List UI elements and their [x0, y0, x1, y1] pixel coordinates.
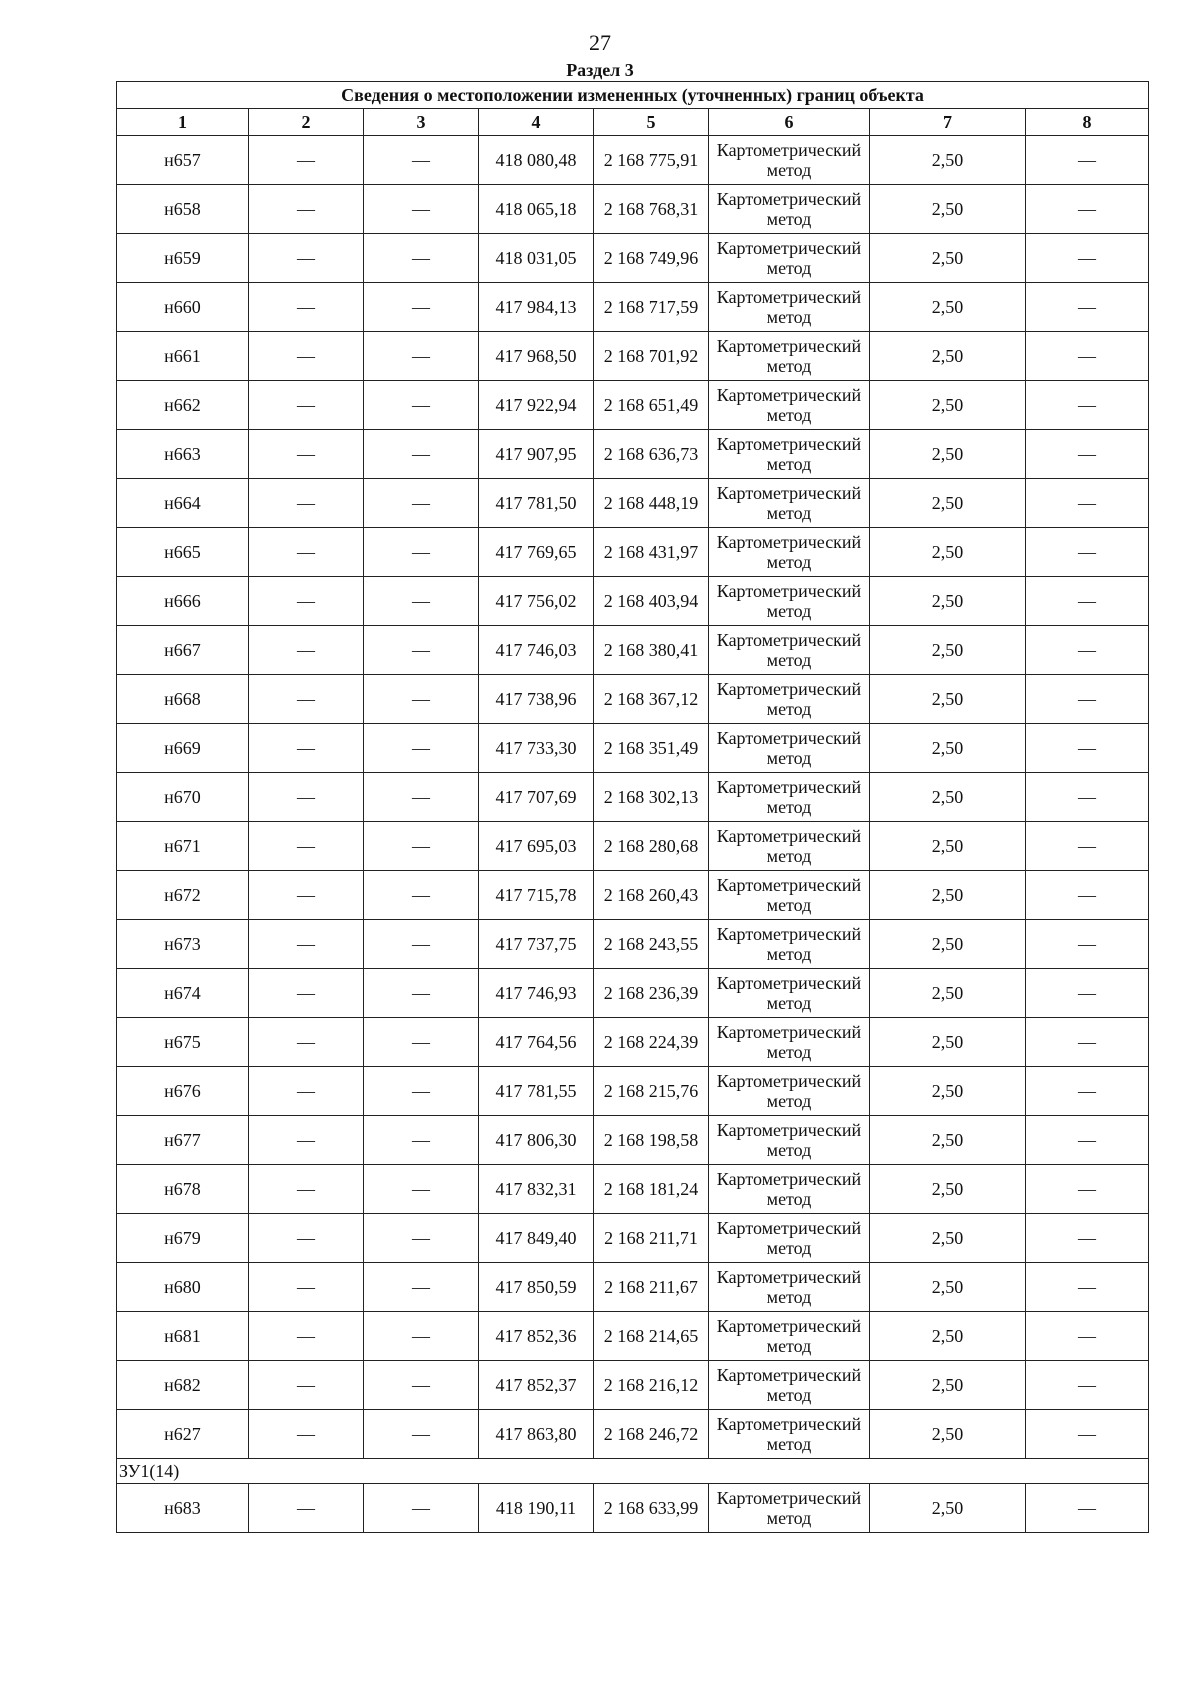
- table-cell: 2 168 768,31: [594, 185, 709, 234]
- table-cell: 2 168 211,67: [594, 1263, 709, 1312]
- table-cell: н681: [117, 1312, 249, 1361]
- table-cell: 417 852,37: [479, 1361, 594, 1410]
- table-cell: Картометрический метод: [709, 479, 870, 528]
- table-row: [117, 430, 1149, 479]
- group-label-row: [117, 1459, 1149, 1484]
- table-cell: Картометрический метод: [709, 920, 870, 969]
- table-cell: н666: [117, 577, 249, 626]
- table-cell: —: [364, 332, 479, 381]
- table-cell: н659: [117, 234, 249, 283]
- table-cell: —: [1026, 528, 1149, 577]
- table-cell: 2 168 749,96: [594, 234, 709, 283]
- table-cell: 2,50: [870, 675, 1026, 724]
- table-cell: Картометрический метод: [709, 136, 870, 185]
- table-cell: —: [1026, 283, 1149, 332]
- table-cell: Картометрический метод: [709, 381, 870, 430]
- table-cell: 2,50: [870, 283, 1026, 332]
- table-cell: н683: [117, 1484, 249, 1533]
- table-cell: 2,50: [870, 1214, 1026, 1263]
- column-header: 7: [870, 109, 1026, 136]
- table-row: [117, 283, 1149, 332]
- table-row: [117, 773, 1149, 822]
- table-cell: 2 168 367,12: [594, 675, 709, 724]
- table-cell: —: [249, 283, 364, 332]
- column-header: 6: [709, 109, 870, 136]
- table-cell: —: [249, 1361, 364, 1410]
- table-cell: —: [364, 1410, 479, 1459]
- table-cell: —: [364, 822, 479, 871]
- table-cell: —: [364, 724, 479, 773]
- table-cell: 417 764,56: [479, 1018, 594, 1067]
- table-cell: н671: [117, 822, 249, 871]
- table-cell: 417 832,31: [479, 1165, 594, 1214]
- table-cell: н669: [117, 724, 249, 773]
- table-cell: н660: [117, 283, 249, 332]
- table-cell: 2 168 181,24: [594, 1165, 709, 1214]
- table-cell: —: [1026, 626, 1149, 675]
- table-cell: —: [1026, 1067, 1149, 1116]
- table-cell: н676: [117, 1067, 249, 1116]
- table-cell: н675: [117, 1018, 249, 1067]
- table-cell: —: [364, 430, 479, 479]
- table-cell: 417 715,78: [479, 871, 594, 920]
- table-cell: Картометрический метод: [709, 283, 870, 332]
- table-cell: 2 168 243,55: [594, 920, 709, 969]
- column-header: 8: [1026, 109, 1149, 136]
- table-cell: 2 168 280,68: [594, 822, 709, 871]
- table-cell: —: [364, 1067, 479, 1116]
- table-cell: 417 756,02: [479, 577, 594, 626]
- table-cell: —: [249, 1067, 364, 1116]
- table-cell: 2 168 211,71: [594, 1214, 709, 1263]
- table-cell: 417 769,65: [479, 528, 594, 577]
- table-cell: —: [364, 577, 479, 626]
- table-cell: 2 168 403,94: [594, 577, 709, 626]
- table-cell: —: [1026, 1361, 1149, 1410]
- table-cell: —: [249, 1484, 364, 1533]
- group2-rows: [117, 1484, 1149, 1533]
- table-cell: 2,50: [870, 822, 1026, 871]
- table-cell: —: [364, 773, 479, 822]
- table-cell: 2 168 214,65: [594, 1312, 709, 1361]
- table-cell: —: [364, 675, 479, 724]
- table-cell: 2 168 198,58: [594, 1116, 709, 1165]
- table-cell: 417 863,80: [479, 1410, 594, 1459]
- page-number: 27: [589, 30, 611, 55]
- table-cell: Картометрический метод: [709, 1214, 870, 1263]
- table-cell: 2,50: [870, 724, 1026, 773]
- table-cell: —: [249, 1410, 364, 1459]
- table-cell: —: [249, 626, 364, 675]
- boundary-coordinates-table: [116, 81, 1149, 1533]
- table-cell: 2 168 260,43: [594, 871, 709, 920]
- table-cell: —: [1026, 920, 1149, 969]
- column-header: 2: [249, 109, 364, 136]
- table-cell: Картометрический метод: [709, 773, 870, 822]
- table-cell: —: [364, 1165, 479, 1214]
- table-cell: 2 168 380,41: [594, 626, 709, 675]
- table-row: [117, 1067, 1149, 1116]
- table-cell: 2,50: [870, 1312, 1026, 1361]
- table-cell: —: [1026, 479, 1149, 528]
- table-cell: 2 168 448,19: [594, 479, 709, 528]
- table-cell: —: [364, 1484, 479, 1533]
- table-cell: н680: [117, 1263, 249, 1312]
- table-row: [117, 528, 1149, 577]
- table-row: [117, 1018, 1149, 1067]
- table-cell: 2,50: [870, 234, 1026, 283]
- table-cell: —: [249, 724, 364, 773]
- table-cell: 2 168 216,12: [594, 1361, 709, 1410]
- table-cell: —: [249, 822, 364, 871]
- table-row: [117, 332, 1149, 381]
- table-cell: 2 168 351,49: [594, 724, 709, 773]
- table-cell: 417 922,94: [479, 381, 594, 430]
- column-header: 4: [479, 109, 594, 136]
- table-row: [117, 1165, 1149, 1214]
- table-cell: 418 031,05: [479, 234, 594, 283]
- table-cell: 2 168 246,72: [594, 1410, 709, 1459]
- table-cell: —: [1026, 773, 1149, 822]
- table-cell: —: [1026, 822, 1149, 871]
- table-cell: —: [364, 1361, 479, 1410]
- table-row: [117, 1361, 1149, 1410]
- table-cell: —: [1026, 381, 1149, 430]
- table-cell: —: [1026, 724, 1149, 773]
- table-row: [117, 724, 1149, 773]
- table-cell: —: [249, 1214, 364, 1263]
- table-cell: Картометрический метод: [709, 1165, 870, 1214]
- table-cell: 417 707,69: [479, 773, 594, 822]
- table-cell: 2,50: [870, 871, 1026, 920]
- table-cell: н673: [117, 920, 249, 969]
- table-cell: —: [364, 479, 479, 528]
- table-cell: 2,50: [870, 920, 1026, 969]
- table-cell: 2 168 651,49: [594, 381, 709, 430]
- table-cell: н661: [117, 332, 249, 381]
- table-row: [117, 822, 1149, 871]
- table-cell: н672: [117, 871, 249, 920]
- table-row: [117, 1263, 1149, 1312]
- table-cell: —: [249, 871, 364, 920]
- table-cell: —: [364, 1018, 479, 1067]
- table-cell: Картометрический метод: [709, 675, 870, 724]
- table-cell: н682: [117, 1361, 249, 1410]
- column-header: 5: [594, 109, 709, 136]
- table-cell: 417 984,13: [479, 283, 594, 332]
- table-cell: Картометрический метод: [709, 430, 870, 479]
- table-cell: —: [1026, 430, 1149, 479]
- table-cell: н627: [117, 1410, 249, 1459]
- table-row: [117, 136, 1149, 185]
- table-cell: —: [364, 920, 479, 969]
- table-cell: 2,50: [870, 969, 1026, 1018]
- table-cell: 2,50: [870, 185, 1026, 234]
- table-cell: —: [1026, 969, 1149, 1018]
- table-row: [117, 479, 1149, 528]
- table-cell: —: [1026, 136, 1149, 185]
- table-cell: 418 080,48: [479, 136, 594, 185]
- column-header: 3: [364, 109, 479, 136]
- table-cell: 2 168 431,97: [594, 528, 709, 577]
- table-cell: 2 168 701,92: [594, 332, 709, 381]
- table-cell: Картометрический метод: [709, 1312, 870, 1361]
- table-cell: —: [249, 381, 364, 430]
- table-cell: 417 695,03: [479, 822, 594, 871]
- table-cell: 2,50: [870, 430, 1026, 479]
- table-cell: 417 746,93: [479, 969, 594, 1018]
- table-cell: 2,50: [870, 332, 1026, 381]
- table-cell: 2,50: [870, 1018, 1026, 1067]
- table-cell: 417 733,30: [479, 724, 594, 773]
- table-row: [117, 871, 1149, 920]
- table-cell: 2 168 717,59: [594, 283, 709, 332]
- table-cell: Картометрический метод: [709, 1018, 870, 1067]
- table-cell: —: [249, 430, 364, 479]
- table-cell: —: [249, 773, 364, 822]
- table-cell: н658: [117, 185, 249, 234]
- table-cell: 2,50: [870, 528, 1026, 577]
- group-label: ЗУ1(14): [117, 1459, 1149, 1484]
- table-cell: 417 746,03: [479, 626, 594, 675]
- table-cell: 417 781,50: [479, 479, 594, 528]
- column-header: 1: [117, 109, 249, 136]
- table-cell: —: [364, 1312, 479, 1361]
- table-row: [117, 234, 1149, 283]
- table-cell: 417 737,75: [479, 920, 594, 969]
- table-cell: —: [364, 283, 479, 332]
- table-cell: 2 168 302,13: [594, 773, 709, 822]
- table-cell: 2 168 775,91: [594, 136, 709, 185]
- table-cell: 2,50: [870, 1263, 1026, 1312]
- table-cell: 417 852,36: [479, 1312, 594, 1361]
- table-cell: —: [1026, 1484, 1149, 1533]
- table-cell: 2,50: [870, 1165, 1026, 1214]
- table-cell: —: [364, 185, 479, 234]
- table-row: [117, 577, 1149, 626]
- table-cell: —: [1026, 577, 1149, 626]
- table-cell: 2 168 633,99: [594, 1484, 709, 1533]
- table-cell: —: [249, 136, 364, 185]
- section-title: Раздел 3: [566, 60, 634, 80]
- table-row: [117, 1410, 1149, 1459]
- table-cell: —: [1026, 1312, 1149, 1361]
- table-cell: 417 907,95: [479, 430, 594, 479]
- table-cell: Картометрический метод: [709, 1484, 870, 1533]
- table-cell: 2,50: [870, 479, 1026, 528]
- table-cell: Картометрический метод: [709, 1263, 870, 1312]
- table-cell: 2 168 215,76: [594, 1067, 709, 1116]
- table-cell: —: [249, 1018, 364, 1067]
- table-cell: —: [364, 136, 479, 185]
- table-cell: 418 190,11: [479, 1484, 594, 1533]
- table-cell: 2,50: [870, 1484, 1026, 1533]
- table-cell: —: [1026, 1214, 1149, 1263]
- table-cell: Картометрический метод: [709, 822, 870, 871]
- table-cell: 2,50: [870, 1067, 1026, 1116]
- table-cell: н677: [117, 1116, 249, 1165]
- table-cell: 2,50: [870, 1410, 1026, 1459]
- table-cell: 2,50: [870, 577, 1026, 626]
- table-row: [117, 1214, 1149, 1263]
- table-cell: —: [1026, 675, 1149, 724]
- table-cell: —: [364, 234, 479, 283]
- table-cell: н663: [117, 430, 249, 479]
- table-cell: 2,50: [870, 1361, 1026, 1410]
- table-cell: —: [249, 234, 364, 283]
- table-cell: —: [1026, 185, 1149, 234]
- table-cell: 2 168 636,73: [594, 430, 709, 479]
- table-cell: н665: [117, 528, 249, 577]
- table-row: [117, 675, 1149, 724]
- table-cell: Картометрический метод: [709, 871, 870, 920]
- table-cell: —: [249, 969, 364, 1018]
- table-cell: 2 168 224,39: [594, 1018, 709, 1067]
- table-cell: 2 168 236,39: [594, 969, 709, 1018]
- table-cell: —: [1026, 332, 1149, 381]
- table-cell: —: [249, 675, 364, 724]
- table-cell: Картометрический метод: [709, 1116, 870, 1165]
- table-cell: 2,50: [870, 1116, 1026, 1165]
- table-cell: 2,50: [870, 136, 1026, 185]
- column-header-row: [117, 109, 1149, 136]
- table-row: [117, 969, 1149, 1018]
- table-cell: —: [364, 969, 479, 1018]
- table-cell: —: [364, 1116, 479, 1165]
- table-row: [117, 1116, 1149, 1165]
- table-cell: —: [249, 1116, 364, 1165]
- table-cell: —: [249, 1312, 364, 1361]
- table-title: Сведения о местоположении измененных (уточненных) границ объекта: [117, 82, 1149, 109]
- table-cell: н657: [117, 136, 249, 185]
- table-cell: н662: [117, 381, 249, 430]
- table-cell: —: [364, 528, 479, 577]
- table-cell: —: [1026, 871, 1149, 920]
- table-row: [117, 185, 1149, 234]
- table-cell: 417 849,40: [479, 1214, 594, 1263]
- table-cell: н668: [117, 675, 249, 724]
- table-cell: —: [249, 185, 364, 234]
- table-row: [117, 626, 1149, 675]
- table-cell: Картометрический метод: [709, 1067, 870, 1116]
- table-cell: —: [249, 1165, 364, 1214]
- group1-rows: [117, 136, 1149, 1459]
- table-cell: 2,50: [870, 773, 1026, 822]
- table-cell: 2,50: [870, 381, 1026, 430]
- table-cell: Картометрический метод: [709, 724, 870, 773]
- table-cell: —: [1026, 1410, 1149, 1459]
- table-cell: 2,50: [870, 626, 1026, 675]
- table-cell: 417 968,50: [479, 332, 594, 381]
- table-cell: —: [249, 1263, 364, 1312]
- table-cell: —: [364, 381, 479, 430]
- table-cell: Картометрический метод: [709, 332, 870, 381]
- table-cell: 417 806,30: [479, 1116, 594, 1165]
- table-cell: —: [249, 528, 364, 577]
- table-cell: —: [249, 920, 364, 969]
- table-row: [117, 381, 1149, 430]
- table-cell: Картометрический метод: [709, 234, 870, 283]
- table-row: [117, 920, 1149, 969]
- table-cell: —: [1026, 1018, 1149, 1067]
- table-cell: Картометрический метод: [709, 969, 870, 1018]
- table-cell: Картометрический метод: [709, 1410, 870, 1459]
- table-cell: н679: [117, 1214, 249, 1263]
- table-row: [117, 1312, 1149, 1361]
- table-cell: —: [364, 871, 479, 920]
- table-cell: Картометрический метод: [709, 528, 870, 577]
- table-cell: н674: [117, 969, 249, 1018]
- table-cell: —: [364, 1263, 479, 1312]
- table-cell: 417 850,59: [479, 1263, 594, 1312]
- table-cell: 418 065,18: [479, 185, 594, 234]
- table-cell: Картометрический метод: [709, 1361, 870, 1410]
- table-cell: Картометрический метод: [709, 577, 870, 626]
- table-cell: Картометрический метод: [709, 626, 870, 675]
- table-cell: Картометрический метод: [709, 185, 870, 234]
- table-cell: —: [249, 332, 364, 381]
- table-cell: н664: [117, 479, 249, 528]
- table-cell: —: [1026, 234, 1149, 283]
- table-cell: —: [1026, 1165, 1149, 1214]
- table-cell: н667: [117, 626, 249, 675]
- table-cell: —: [249, 479, 364, 528]
- table-cell: —: [364, 1214, 479, 1263]
- table-cell: 417 738,96: [479, 675, 594, 724]
- table-row: [117, 1484, 1149, 1533]
- table-cell: —: [364, 626, 479, 675]
- table-cell: н678: [117, 1165, 249, 1214]
- table-cell: —: [249, 577, 364, 626]
- table-cell: 417 781,55: [479, 1067, 594, 1116]
- table-cell: —: [1026, 1263, 1149, 1312]
- table-cell: —: [1026, 1116, 1149, 1165]
- table-cell: н670: [117, 773, 249, 822]
